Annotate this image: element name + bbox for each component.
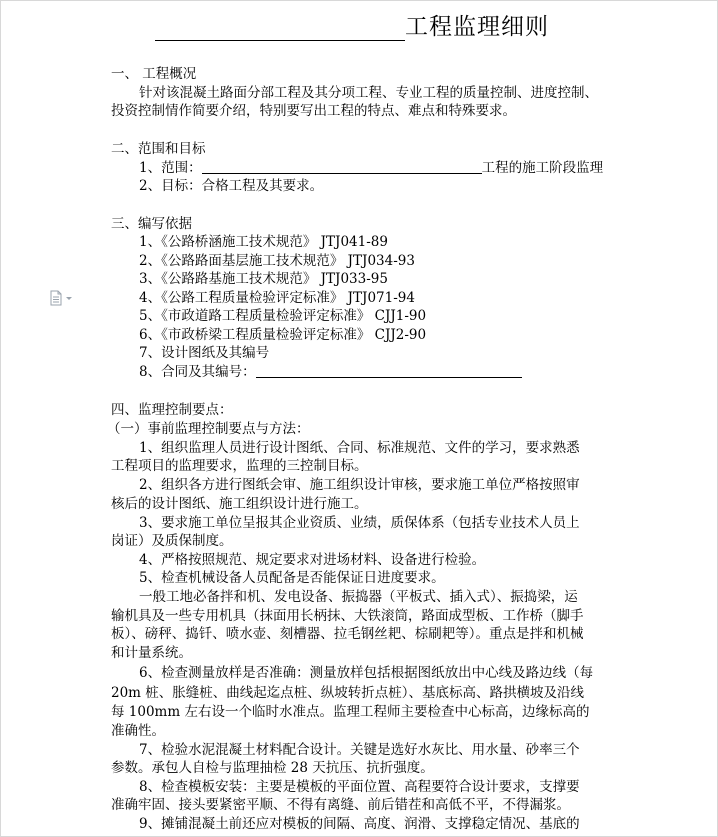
reference-item: 3、《公路路基施工技术规范》 JTJ033-95 — [139, 271, 388, 287]
paragraph-line: 参数。承包人自检与监理抽检 28 天抗压、抗折强度。 — [111, 760, 434, 776]
section-heading: 三、编写依据 — [111, 216, 192, 232]
reference-item: 2、《公路路面基层施工技术规范》 JTJ034-93 — [139, 253, 415, 269]
scope-blank-line — [202, 159, 482, 174]
paragraph-line: 板）、磅秤、捣钎、喷水壶、刻槽器、拉毛钢丝耙、棕刷耙等）。重点是拌和机械 — [111, 626, 584, 642]
contract-item — [139, 363, 522, 382]
reference-item: 1、《公路桥涵施工技术规范》 JTJ041-89 — [139, 234, 388, 250]
document-options-icon[interactable] — [49, 290, 79, 306]
section-heading: 四、监理控制要点： — [111, 402, 233, 418]
paragraph-line: 一般工地必备拌和机、发电设备、振捣器（平板式、插入式）、振捣梁，运 — [139, 589, 578, 605]
subsection-heading: （一）事前监理控制要点与方法： — [107, 421, 310, 437]
title-row — [155, 13, 635, 43]
reference-item: 7、设计图纸及其编号 — [139, 345, 270, 361]
paragraph-line: 3、要求施工单位呈报其企业资质、业绩，质保体系（包括专业技术人员上 — [139, 515, 580, 531]
paragraph-line: 4、严格按照规范、规定要求对进场材料、设备进行检验。 — [139, 552, 486, 568]
section-heading: 一、 工程概况 — [111, 66, 197, 82]
paragraph-line: 准确性。 — [111, 723, 165, 739]
section-heading: 二、范围和目标 — [111, 141, 206, 157]
paragraph-line: 和计量系统。 — [111, 645, 192, 661]
paragraph-line: 20m 桩、胀缝桩、曲线起迄点桩、纵坡转折点桩）、基底标高、路拱横坡及沿线 — [111, 685, 585, 701]
paragraph-line: 工程项目的监理要求，监理的三控制目标。 — [111, 458, 368, 474]
paragraph-line: 1、组织监理人员进行设计图纸、合同、标准规范、文件的学习，要求熟悉 — [139, 440, 580, 456]
scope-suffix: 工程的施工阶段监理 — [481, 160, 604, 176]
goal-item: 2、目标：合格工程及其要求。 — [139, 178, 324, 194]
contract-label: 8、合同及其编号： — [139, 364, 256, 380]
paragraph-line: 6、检查测量放样是否准确：测量放样包括根据图纸放出中心线及路边线（每 — [139, 665, 594, 681]
paragraph-line: 准确牢固、接头要紧密平顺、不得有离缝、前后错茬和高低不平，不得漏浆。 — [111, 797, 570, 813]
paragraph-line: 每 100mm 左右设一个临时水准点。监理工程师主要检查中心标高，边缘标高的 — [111, 704, 590, 720]
document-title: 工程监理细则 — [405, 14, 549, 40]
paragraph-line: 岗证）及质保制度。 — [111, 533, 233, 549]
paragraph-line: 2、组织各方进行图纸会审、施工组织设计审核，要求施工单位严格按照审 — [139, 477, 580, 493]
paragraph-line: 针对该混凝土路面分部工程及其分项工程、专业工程的质量控制、进度控制、 — [139, 85, 598, 101]
paragraph-line: 输机具及一些专用机具（抹面用长柄抹、大铁滚筒，路面成型板、工作桥（脚手 — [111, 608, 584, 624]
paragraph-line: 核后的设计图纸、施工组织设计进行施工。 — [111, 496, 368, 512]
contract-blank-line — [256, 363, 522, 378]
paragraph-line: 投资控制情作简要介绍，特别要写出工程的特点、难点和特殊要求。 — [111, 103, 516, 119]
title-blank-line — [155, 13, 405, 41]
paragraph-line: 5、检查机械设备人员配备是否能保证日进度要求。 — [139, 570, 445, 586]
scope-label: 1、范围： — [139, 160, 202, 176]
paragraph-line: 7、检验水泥混凝土材料配合设计。关键是选好水灰比、用水量、砂率三个 — [139, 742, 580, 758]
scope-item — [139, 159, 603, 178]
reference-item: 6、《市政桥梁工程质量检验评定标准》 CJJ2-90 — [139, 327, 427, 343]
paragraph-line: 8、检查模板安装：主要是模板的平面位置、高程要符合设计要求，支撑要 — [139, 779, 580, 795]
reference-item: 4、《公路工程质量检验评定标准》 JTJ071-94 — [139, 290, 415, 306]
paragraph-line: 9、摊铺混凝土前还应对模板的间隔、高度、润滑、支撑稳定情况、基底的 — [139, 816, 580, 832]
reference-item: 5、《市政道路工程质量检验评定标准》 CJJ1-90 — [139, 308, 427, 324]
